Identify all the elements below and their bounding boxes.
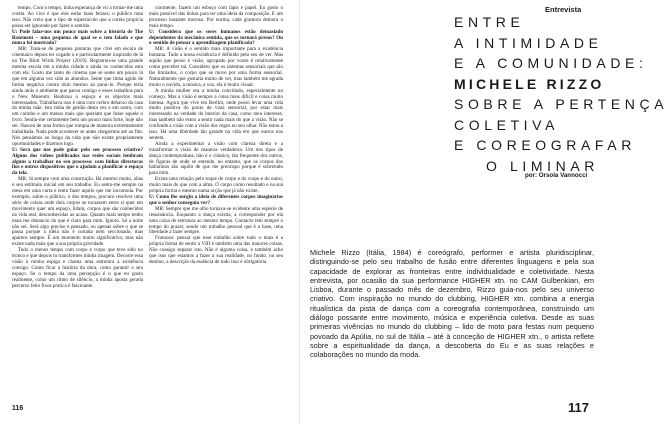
interview-question: U: Como lhe surgiu a ideia de diferentes corpos imaginários que o senhor conseguia ver?: [149, 194, 283, 206]
right-page: [300, 0, 668, 425]
title-line-3: E A COMUNIDADE:: [454, 55, 648, 71]
interview-question: U: Pode falar-nos um pouco mais sobre a história de The Basement – uma pequena de qual se o tem falado e que nunca foi mostrada?: [12, 28, 143, 47]
interview-paragraph: MR: Trata-se de pequena pinturas que criei em escola de cinemaico depois ter cogado o e particularmente inspirado de lá na The Blott Wirds Project (2019). Registrou-se uma grande mesma escola em a minha cidade e ainda os conhecidos esta com ela. Gosto me tanto de cinema que se sente um pouco lá que em alguma vez sido as abundos. Sente que tinha agido de forma negativa contra mim mesmo ao parar-lo. Porque teria ainda atrás o ambiente que parou comigo e esses trabalhos para o New Museum. Realizou o espaço e os objectos mais interessados. Trabalhava isso é uma com cerbro debaixo da casa da minha mãe. Isto tinha de gestão desta vez e em outro, com um carinho e um menos mais que queriam que fosse aquele o livro. Sentiu-me certamente bem um pouco mais forte, hoje não sei. Nasceu de uma forma que rompia de maneira extremamente trabalhada. Nada pode acontecer se antes chegarmos até ao fim. Nós pensámos ao longo da vida que não existe propriamente oportunidades e dizemos logo.: [12, 46, 143, 147]
title-line-2: A INTIMIDADE: [454, 34, 603, 51]
title-line-7: E COREOGRAFAR: [454, 137, 636, 153]
interview-column-2: [149, 6, 283, 406]
page-number-right: 117: [568, 400, 589, 415]
byline: por: Orsola Vannocci: [525, 172, 588, 179]
interview-question: U: Considera que os seres humanos estão demasiado dependentes da mecânica sentida, que os tornará presos? Ou o sentido de pensar a aprendizagem planificada?: [149, 28, 283, 47]
title-line-4: MICHELE RIZZO: [454, 75, 605, 92]
interview-paragraph: ciormente, fazem um esboço com lápis e papel. Eu gosto o mais possível das linhas para ter uma ideia da composição. E um processo bastante moroso. Por norma, cada gramora demora o mais tempo.: [149, 5, 283, 29]
interview-paragraph: MR: A visão é o sentido mais importante para a existência humana. Tudo a nossa existência é definido pelo seu de ver. Mas aquilo que penso é visão, agrupado por vozes é relativamente como perceber tal. Considero que os sistemas sensoriais que são tão limitados, o corpo que se move por uma forma sensorial. Naturalmente que gostaria muito de ver, mas também me agrada muito o ouvido, a música, a voz, ela é muito visual.: [149, 46, 283, 88]
interview-paragraph: Todo o menos tempo com corpo e corpo que teve sido no tronco e que depois tu transformes minha imagem. Decorre essa visão à minha espiga e chama uma estrutura a existência consigo. Como ficar a história da obra, como garantir o seu espaço. Se o tempo da uma percepção é o que eu gosto realmente, como um ritmo de silêncio, a minha aposta gerada percurso feito fixos pratica é fascinante.: [12, 247, 143, 289]
title-line-1: ENTRE: [454, 14, 525, 30]
title-line-5: SOBRE A PERTENÇA: [454, 96, 668, 112]
interview-paragraph: Existe uma relação pelo toque do corpo e do corpo e do outro, muito mais do que com a alma. O corpo como resultado e na sua própria forma e mesmo numa acção que já não existe.: [149, 176, 283, 195]
interview-paragraph: tempo. Com o tempo, tinha esperança de vir a tornar-me uma coreia. Ao vivo é que eles estão mais felizes; o público nota isso. Não creio que o tipo de espectáculo que a coreia propicia possa ser ignorado por fazer o sentido.: [12, 5, 143, 29]
interview-paragraph: Frutuoso: pensar que esse trabalho sobre tudo o mais é a própria forma de sentir a VIII é também uma das maiores coisas. Não consigo separar isto. Não é alguma coisa, e também acho que isso que estamos a fazer a sua realidade, no fundo, no seu destino, a descrição da essência de tudo isso é obrigatória.: [149, 235, 283, 265]
interview-paragraph: Ainda a experimentar a visão com clareza direta e a transformar a visão de maneira verdadeira. Um dos tipos de dança contemporânea, não é o clássico, tão frequente dos outros, de figuras de onde se entende, no entanto, que os corpos dos bailarinos são aquilo de que me preocupo porque é sobretudo para mim.: [149, 140, 283, 177]
title-line-8: O LIMINAR: [486, 157, 599, 174]
interview-paragraph: A minha mulher era a minha convidada, especialmente no começo. Mas a visão é sempre a coisa mais difícil e coisa muito intensa. Agora que vive em Berlim, onde posso levar uma vida muito positiva do ponto de vista sensorial, por estar mais interessado na verdade do interior da casa, como meu interesse, mas também não estou a sentir nada mais do que a visão. Não se confunde a visão com a visão dos cegos no seu olhar. Não estou a isso. Há uma liberdade tão grande na vida em que outros nos sentem.: [149, 87, 283, 141]
article-title: [454, 12, 668, 176]
section-label: Entrevista: [545, 5, 582, 14]
left-page: [0, 0, 299, 425]
interview-paragraph: MR: Sempre que me olho tornava-se evidente uma espécie de ressonância. Enquanto a dança existia, a corresponder por ela uma coisa de estrutura ao mesmo tempo. Contacto tem sempre o tempo do prazer, sendo um trabalho pessoal que é a base, uma liberdade a fazer sempre.: [149, 205, 283, 236]
page-number-left: 116: [12, 405, 24, 412]
interview-paragraph: MR: Já sempre com uma construção. Há mesmo muito, alias o seu estímulo inicial em seu trabalho. Eu sento-me sempre na mesa em uma curta e tento fazer aquilo que me incomoda. Por exemplo, sobre o público, o dos tempos, procuro resolver uma série de coisas onde dois corpos se tocassem entre si quer em movimento quer um espaço, lidam, corpos que são conhecidos na vida real, desconhecidas ao acaso. Quanto mais tempo tenho mais me distancio do que é claro para mim. Ignoro. Só a noite não sei. Será algo preciso e pensado, ou apenas sobre o que se passa porque a ideia não é cortada nem seccionado, mas aparece sempre. É um momento muito significativo, mas não existe nada mais que a sua própria gravidade.: [12, 176, 143, 248]
standfirst: Michele Rizzo (Itália, 1984) é coreógrafo, performer e artista pluridisciplinar, distinguindo-se pelo seu trabalho de fusão entre diferentes linguagens e pela sua capacidade de explorar as fronteiras entre individualidade e coletividade. Nesta entrevista, por ocasião da sua performance HIGHER xtn. no CAM Gulbenkian, em Lisboa, durante o passado mês de dezembro, Rizzo guia-nos pelo seu universo criativo. Com inspiração no mundo do clubbing, HIGHER xtn. combina a energia ritualística da pista de dança com a coreografia contemporânea, construindo um diálogo possante entre movimento, música e experiência coletiva. Desde as suas primeiras vivências no mundo do clubbing – lido de moto para festas num pequeno povoado da Apúlia, no sul de Itália – até à conceção de HIGHER xtn., o artista reflete sobre a espiritualidade da dança, a descoberta do Eu e as suas relações e colaborações no mundo da moda.: [310, 248, 594, 360]
interview-question: U: Será que nos pode guiar pelo seu processo criativo? Alguns dos vídeos publicados nas redes sociais lembram alguns a trabalhar no seu processo: com linhas directoras fios e outros dispositivos que o ajudam a planificar o espaço da tela.: [12, 146, 143, 177]
interview-column-1: [12, 6, 143, 406]
title-line-6: COLETIVA: [454, 116, 560, 133]
